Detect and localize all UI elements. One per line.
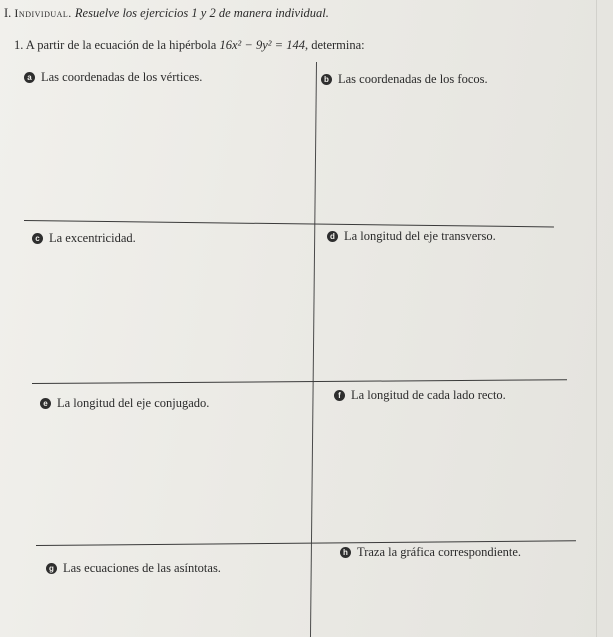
- row-divider-1: [24, 220, 554, 227]
- item-f: [334, 388, 506, 403]
- item-d: [327, 229, 496, 244]
- item-b-text: Las coordenadas de los focos.: [338, 72, 488, 86]
- item-a-text: Las coordenadas de los vértices.: [41, 70, 203, 84]
- badge-c: c: [32, 233, 43, 244]
- badge-h: h: [340, 547, 351, 558]
- badge-d: d: [327, 231, 338, 242]
- section-header: [4, 6, 329, 21]
- item-c-text: La excentricidad.: [49, 231, 136, 245]
- section-mode: Individual.: [14, 6, 72, 20]
- badge-b: b: [321, 74, 332, 85]
- item-f-text: La longitud de cada lado recto.: [351, 388, 506, 402]
- column-divider: [310, 62, 317, 637]
- item-d-text: La longitud del eje transverso.: [344, 229, 496, 243]
- item-h: [340, 545, 521, 560]
- right-edge: [596, 0, 597, 637]
- item-e: [40, 396, 209, 411]
- item-h-text: Traza la gráfica correspondiente.: [357, 545, 522, 559]
- section-instruction: Resuelve los ejercicios 1 y 2 de manera individual.: [74, 6, 329, 20]
- item-g: [46, 561, 221, 576]
- row-divider-2: [32, 379, 567, 384]
- badge-f: f: [334, 390, 345, 401]
- item-g-text: Las ecuaciones de las asíntotas.: [63, 561, 221, 575]
- hyperbola-equation: 16x² − 9y² = 144: [219, 38, 305, 52]
- question-suffix: , determina:: [304, 38, 365, 52]
- question-1: [14, 38, 365, 53]
- item-b: [321, 72, 488, 87]
- item-a: [24, 70, 202, 85]
- badge-g: g: [46, 563, 57, 574]
- item-e-text: La longitud del eje conjugado.: [57, 396, 210, 410]
- section-number: I.: [4, 6, 12, 20]
- bleed-through: [30, 248, 33, 259]
- badge-a: a: [24, 72, 35, 83]
- item-c: [32, 231, 136, 246]
- question-prefix: 1. A partir de la ecuación de la hipérbola: [14, 38, 217, 52]
- badge-e: e: [40, 398, 51, 409]
